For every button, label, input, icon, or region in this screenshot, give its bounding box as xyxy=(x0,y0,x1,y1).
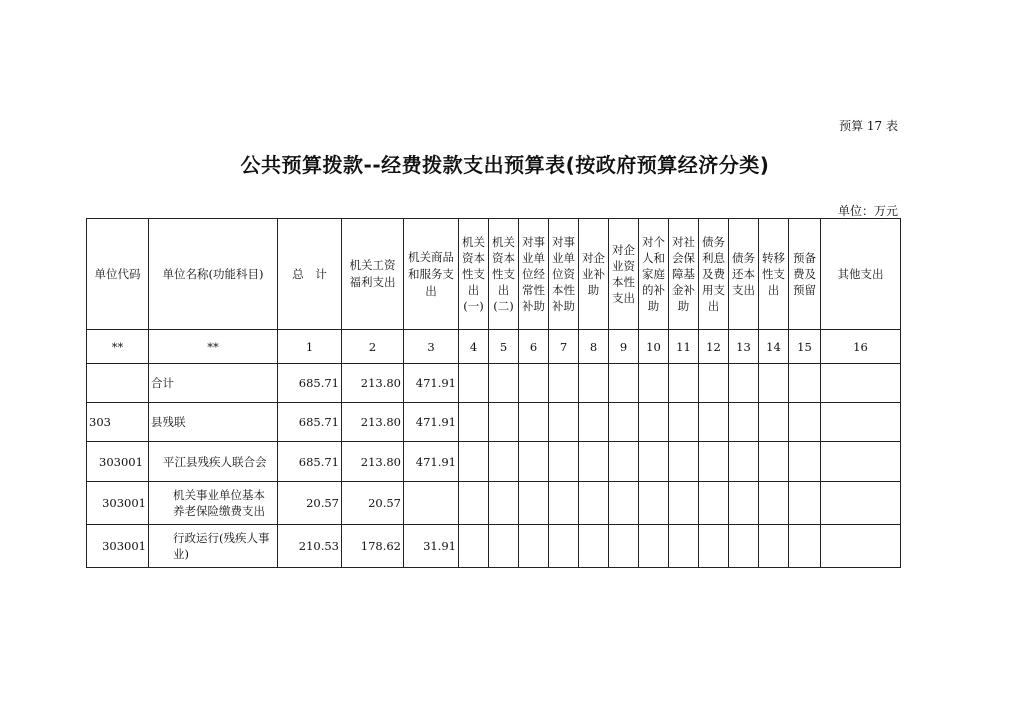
wage-cell: 178.62 xyxy=(342,525,404,568)
index-cell: 6 xyxy=(519,330,549,364)
index-cell: 11 xyxy=(669,330,699,364)
budget-table xyxy=(86,218,901,568)
goods-services-cell: 471.91 xyxy=(404,403,459,442)
header-cell: 预备费及预留 xyxy=(789,219,821,330)
unit-code-cell xyxy=(87,364,149,403)
unit-name-cell: 县残联 xyxy=(149,403,278,442)
wage-cell: 213.80 xyxy=(342,442,404,482)
total-cell: 210.53 xyxy=(278,525,342,568)
header-cell: 机关资本性支出(一) xyxy=(459,219,489,330)
unit-code-cell: 303001 xyxy=(87,442,149,482)
header-cell: 单位代码 xyxy=(87,219,149,330)
header-cell: 机关工资福利支出 xyxy=(342,219,404,330)
index-row xyxy=(87,330,901,364)
table-row xyxy=(87,525,901,568)
unit-name-cell: 平江县残疾人联合会 xyxy=(149,442,278,482)
header-row xyxy=(87,219,901,330)
index-cell: 13 xyxy=(729,330,759,364)
index-cell: 10 xyxy=(639,330,669,364)
index-cell: 14 xyxy=(759,330,789,364)
table-row xyxy=(87,364,901,403)
unit-name-cell: 行政运行(残疾人事业) xyxy=(149,525,278,568)
header-cell: 对企业补助 xyxy=(579,219,609,330)
total-cell: 20.57 xyxy=(278,482,342,525)
table-row xyxy=(87,403,901,442)
index-cell: 7 xyxy=(549,330,579,364)
index-cell: ** xyxy=(87,330,149,364)
header-cell: 对事业单位经常性补助 xyxy=(519,219,549,330)
header-cell: 对社会保障基金补助 xyxy=(669,219,699,330)
header-cell: 转移性支出 xyxy=(759,219,789,330)
header-cell: 机关商品和服务支出 xyxy=(404,219,459,330)
header-cell: 其他支出 xyxy=(821,219,901,330)
total-cell: 685.71 xyxy=(278,442,342,482)
table-row xyxy=(87,482,901,525)
unit-code-cell: 303 xyxy=(87,403,149,442)
header-cell: 对企业资本性支出 xyxy=(609,219,639,330)
header-cell: 机关资本性支出(二) xyxy=(489,219,519,330)
index-cell: 3 xyxy=(404,330,459,364)
unit-code-cell: 303001 xyxy=(87,482,149,525)
unit-name-cell: 机关事业单位基本养老保险缴费支出 xyxy=(149,482,278,525)
total-cell: 685.71 xyxy=(278,403,342,442)
unit-name-cell: 合计 xyxy=(149,364,278,403)
index-cell: 16 xyxy=(821,330,901,364)
header-cell: 单位名称(功能科目) xyxy=(149,219,278,330)
goods-services-cell: 471.91 xyxy=(404,442,459,482)
header-cell: 债务还本支出 xyxy=(729,219,759,330)
unit-code-cell: 303001 xyxy=(87,525,149,568)
wage-cell: 213.80 xyxy=(342,403,404,442)
index-cell: 9 xyxy=(609,330,639,364)
goods-services-cell: 471.91 xyxy=(404,364,459,403)
index-cell: 12 xyxy=(699,330,729,364)
index-cell: 5 xyxy=(489,330,519,364)
index-cell: 1 xyxy=(278,330,342,364)
header-cell: 总 计 xyxy=(278,219,342,330)
table-number: 预算 17 表 xyxy=(839,119,898,133)
goods-services-cell xyxy=(404,482,459,525)
index-cell: 15 xyxy=(789,330,821,364)
header-cell: 对事业单位资本性补助 xyxy=(549,219,579,330)
wage-cell: 213.80 xyxy=(342,364,404,403)
total-cell: 685.71 xyxy=(278,364,342,403)
index-cell: 8 xyxy=(579,330,609,364)
unit-label: 单位：万元 xyxy=(837,204,898,218)
index-cell: ** xyxy=(149,330,278,364)
header-cell: 债务利息及费用支出 xyxy=(699,219,729,330)
index-cell: 4 xyxy=(459,330,489,364)
header-cell: 对个人和家庭的补助 xyxy=(639,219,669,330)
table-row xyxy=(87,442,901,482)
index-cell: 2 xyxy=(342,330,404,364)
page-title: 公共预算拨款--经费拨款支出预算表(按政府预算经济分类) xyxy=(240,153,770,177)
goods-services-cell: 31.91 xyxy=(404,525,459,568)
wage-cell: 20.57 xyxy=(342,482,404,525)
